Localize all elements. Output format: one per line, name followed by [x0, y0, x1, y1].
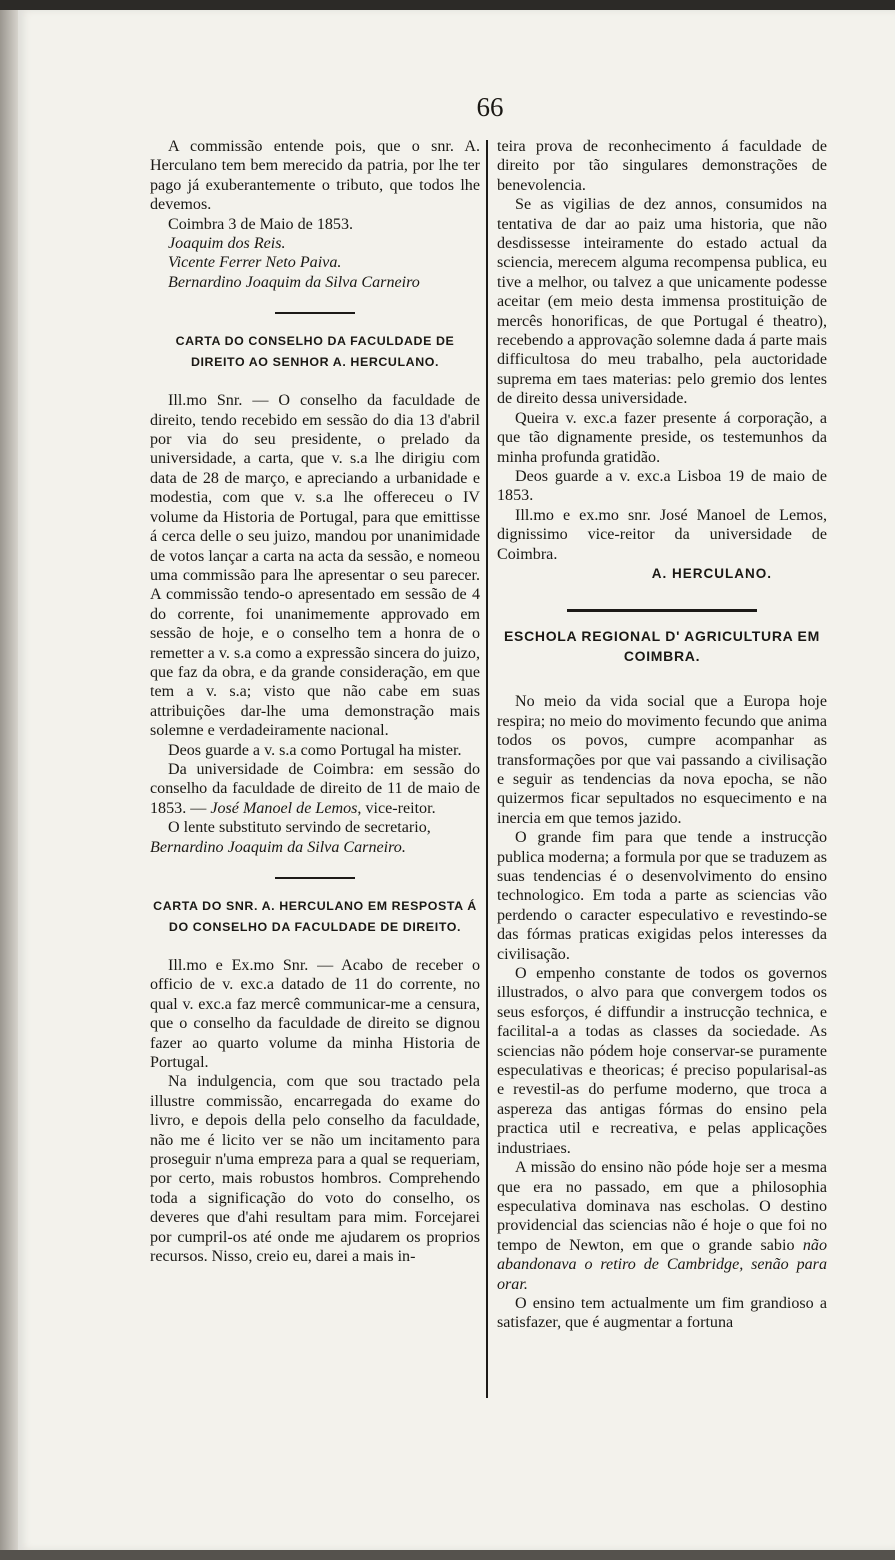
letter-paragraph: Na indulgencia, com que sou tractado pela illustre commissão, encarregada do exame do livro, e depois della pelo conselho da faculdade, não me é licito ver se não um incitamento para proseguir n'uma empreza para a qual se requeriam, por certo, mais robustos hombros. Comprehendo toda a significação do voto do conselho, os deveres que d'ahi resultam para mim. Forcejarei por cumpril-os até onde me ajudarem os proprios recursos. Nisso, creio eu, darei a mais in-	[150, 1073, 480, 1266]
left-column	[150, 137, 480, 1267]
letter-paragraph: Deos guarde a v. s.a como Portugal ha mister.	[168, 741, 462, 759]
article-paragraph: O empenho constante de todos os governos illustrados, o alvo para que convergem todos os seus esforços, é diffundir a instrucção technica, e facilital-a a todas as classes da sociedade. As sciencias não pódem hoje conservar-se puramente especulativas e theoricas; é preciso popularisal-as e revestil-as do perfume moderno, que troca a aspereza das antigas fórmas do ensino pela practica util e recreativa, e pelas applicações industriaes.	[497, 965, 827, 1157]
letter-paragraph: Da universidade de Coimbra: em sessão do conselho da faculdade de direito de 11 de maio de 1853. — José Manoel de Lemos, vice-reitor.	[150, 760, 480, 817]
article-paragraph: A missão do ensino não póde hoje ser a mesma que era no passado, em que a philosophia especulativa dominava nas escholas. O destino providencial das sciencias não é hoje o que foi no tempo de Newton, em que o grande sabio não abandonava o retiro de Cambridge, senão para orar.	[497, 1159, 827, 1293]
section-heading: CARTA DO CONSELHO DA FACULDADE DE DIREITO AO SENHOR A. HERCULANO.	[175, 334, 455, 370]
page-number: 66	[476, 92, 504, 122]
section-heading: CARTA DO SNR. A. HERCULANO EM RESPOSTA Á DO CONSELHO DA FACULDADE DE DIREITO.	[153, 899, 477, 934]
signature: Bernardino Joaquim da Silva Carneiro	[168, 273, 420, 291]
column-divider	[486, 140, 488, 1398]
signatory-name: José Manoel de Lemos	[210, 799, 358, 817]
article-paragraph: O ensino tem actualmente um fim grandioso a satisfazer, que é augmentar a fortuna	[497, 1294, 827, 1332]
author-signature: A. HERCULANO.	[651, 565, 772, 581]
date-line: Coimbra 3 de Maio de 1853.	[168, 215, 354, 233]
secretary-line: O lente substituto servindo de secretario,	[168, 819, 431, 837]
signature: Vicente Ferrer Neto Paiva.	[168, 254, 342, 272]
section-divider	[275, 877, 355, 879]
letter-paragraph: Ill.mo e ex.mo snr. José Manoel de Lemos, dignissimo vice-reitor da universidade de Coimbra.	[497, 506, 827, 563]
section-divider	[275, 312, 355, 314]
letter-paragraph: Deos guarde a v. exc.a Lisboa 19 de maio de 1853.	[497, 467, 827, 505]
letter-paragraph: Ill.mo e Ex.mo Snr. — Acabo de receber o officio de v. exc.a datado de 11 do corrente, no qual v. exc.a faz mercê communicar-me a censura, que o conselho da faculdade de direito se dignou fazer ao quarto volume da minha Historia de Portugal.	[150, 957, 480, 1072]
section-heading: ESCHOLA REGIONAL D' AGRICULTURA EM COIMBRA.	[504, 628, 820, 665]
letter-continuation: teira prova de reconhecimento á faculdade de direito por tão singulares demonstrações de benevolencia.	[497, 138, 827, 194]
scan-top-edge	[0, 0, 895, 10]
section-divider	[567, 609, 757, 612]
letter-paragraph: Queira v. exc.a fazer presente á corporação, a que tão dignamente preside, os testemunhos da minha profunda gratidão.	[497, 409, 827, 466]
scan-binding-edge	[0, 10, 18, 1560]
right-column	[497, 137, 827, 1333]
letter-paragraph: Se as vigilias de dez annos, consumidos na tentativa de dar ao paiz uma historia, que não desdissesse inteiramente do estado actual da sciencia, merecem alguma recompensa publica, eu tive a melhor, ou talvez a que unicamente podesse aceitar (em meio desta immensa prostituição de mercês honorificas, de que Portugal é theatro), recebendo a approvação solemne dada á parte mais difficultosa do meu trabalho, pela auctoridade suprema em taes materias: pelo gremio dos lentes de direito dessa universidade.	[497, 196, 827, 408]
letter-paragraph: Ill.mo Snr. — O conselho da faculdade de direito, tendo recebido em sessão do dia 13 d'abril por via do seu presidente, o prelado da universidade, a carta, que v. s.a lhe dirigiu com data de 28 de março, e apreciando a urbanidade e modestia, com que v. s.a lhe offereceu o IV volume da Historia de Portugal, para que emittisse á cerca delle o seu juizo, mandou por unanimidade de votos lançar a carta na acta da sessão, e nomeou uma commissão para lhe apresentar o seu parecer. A commissão tendo-o apresentado em sessão de 4 do corrente, foi unanimemente approvado em sessão de hoje, e o conselho tem a honra de o remetter a v. s.a como a expressão sincera do juizo, que faz da obra, e da grande consideração, em que tem a v. s.a; visto que não cabe em suas attribuições dar-lhe uma demonstração mais solemne e verdadeiramente nacional.	[150, 392, 480, 740]
commission-conclusion: A commissão entende pois, que o snr. A. Herculano tem bem merecido da patria, por lhe ter pago já exuberantemente o tributo, que todos lhe devemos.	[150, 138, 480, 214]
article-paragraph: No meio da vida social que a Europa hoje respira; no meio do movimento fecundo que anima todos os povos, cumpre acompanhar as transformações por que vai passando a civilisação e seguir as tendencias da nova epocha, se não quizermos ficar sepultados no esquecimento e na inercia em que temos jazido.	[497, 693, 827, 827]
article-paragraph: O grande fim para que tende a instrucção publica moderna; a formula por que se traduzem as suas tendencias é o desenvolvimento do ensino technologico. Em toda a parte as sciencias vão perdendo o caracter especulativo e revestindo-se das fórmas praticas exigidas pelos interesses da civilisação.	[497, 829, 827, 963]
scan-bottom-edge	[0, 1550, 895, 1560]
secretary-name: Bernardino Joaquim da Silva Carneiro.	[150, 838, 406, 856]
signature: Joaquim dos Reis.	[168, 235, 286, 253]
